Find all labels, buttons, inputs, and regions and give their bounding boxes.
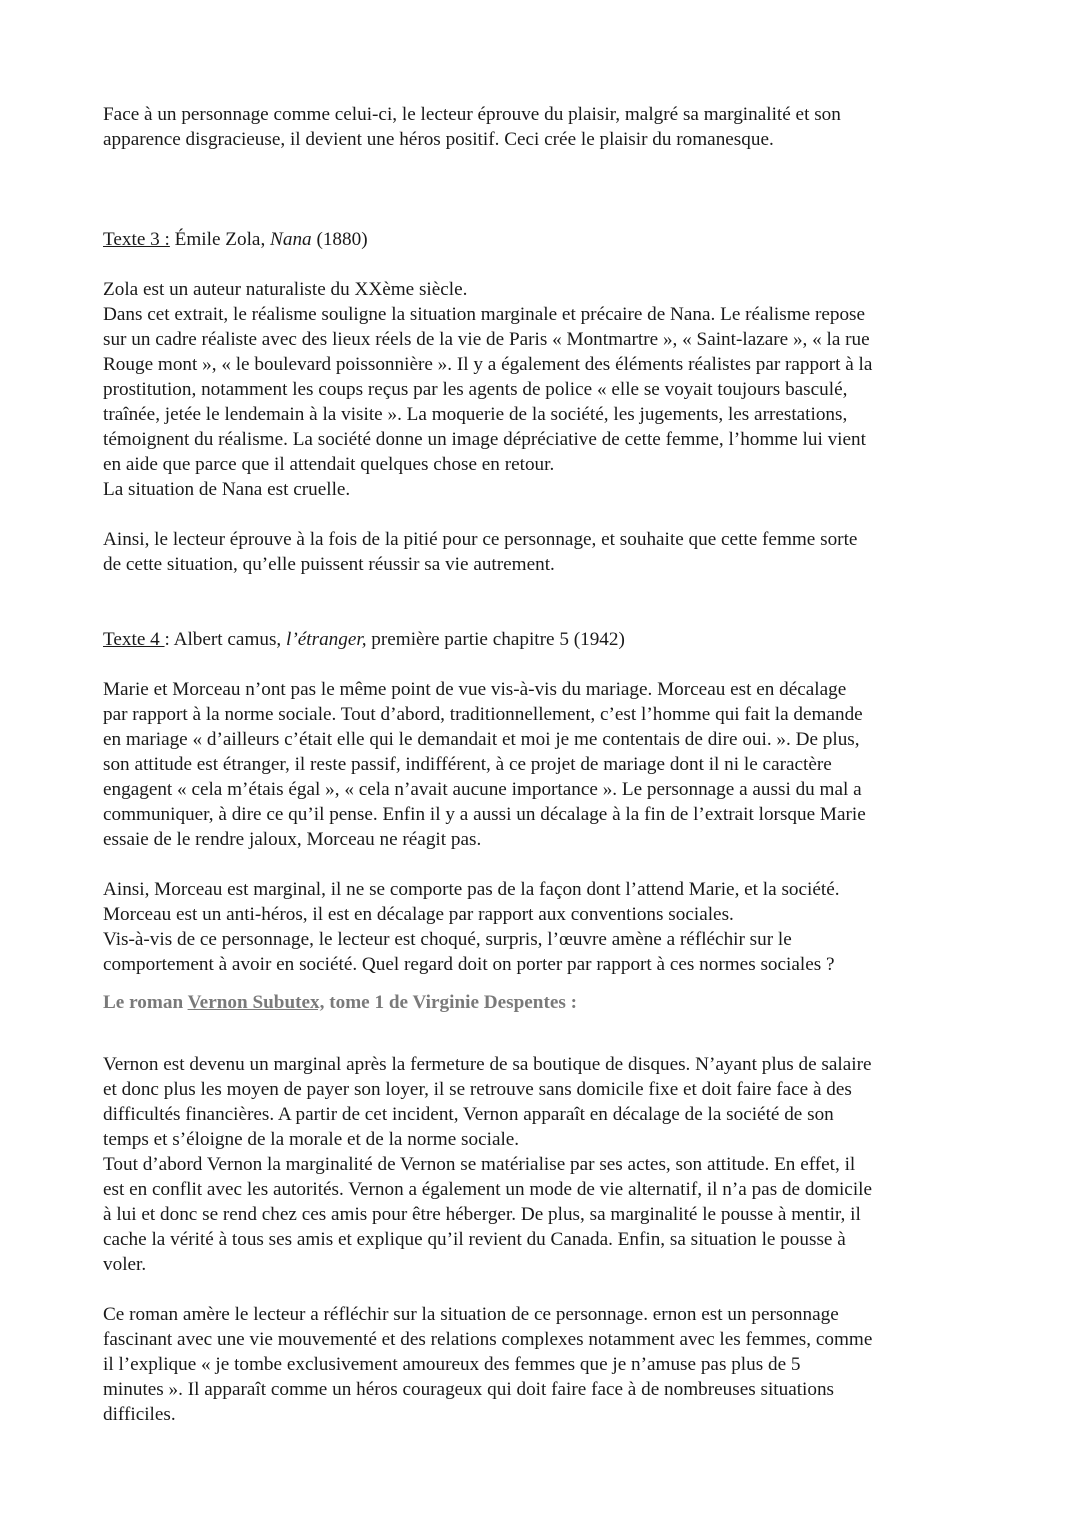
text-line: engagent « cela m’étais égal », « cela n’avait aucune importance ». Le personnage a aussi du mal a	[103, 779, 862, 800]
text-line: Vis-à-vis de ce personnage, le lecteur est choqué, surpris, l’œuvre amène a réfléchir sur le	[103, 929, 792, 950]
paragraph-vernon-conclusion	[103, 1302, 980, 1427]
text-line: fascinant avec une vie mouvementé et des relations complexes notamment avec les femmes, comme	[103, 1329, 873, 1350]
text-line: à lui et donc se rend chez ces amis pour être héberger. De plus, sa marginalité le pousse à mentir, il	[103, 1204, 861, 1225]
text-line: et donc plus les moyen de payer son loyer, il se retrouve sans domicile fixe et doit faire face à des	[103, 1079, 852, 1100]
text-line: par rapport à la norme sociale. Tout d’abord, traditionnellement, c’est l’homme qui fait la demande	[103, 704, 863, 725]
heading-author: Émile Zola,	[169, 229, 271, 250]
paragraph-camus	[103, 677, 980, 852]
paragraph-zola	[103, 277, 980, 502]
text-line: Ce roman amère le lecteur a réfléchir sur la situation de ce personnage. ernon est un personnage	[103, 1304, 839, 1325]
heading-texte-3	[103, 227, 980, 252]
text-line: La situation de Nana est cruelle.	[103, 479, 351, 500]
text-line: communiquer, à dire ce qu’il pense. Enfin il y a aussi un décalage à la fin de l’extrait lorsque Marie	[103, 804, 866, 825]
heading-work: Nana	[270, 229, 312, 250]
text-line: difficiles.	[103, 1404, 176, 1425]
heading-texte-4	[103, 627, 980, 652]
heading-label: Texte 3 :	[103, 229, 170, 250]
heading-label: Texte 4	[103, 629, 165, 650]
paragraph-intro	[103, 102, 980, 152]
text-line: minutes ». Il apparaît comme un héros courageux qui doit faire face à de nombreuses situations	[103, 1379, 835, 1400]
text-line: traînée, jetée le lendemain à la visite ». La moquerie de la société, les jugements, les arrestations,	[103, 404, 848, 425]
text-line: Marie et Morceau n’ont pas le même point de vue vis-à-vis du mariage. Morceau est en décalage	[103, 679, 847, 700]
text-line: temps et s’éloigne de la morale et de la norme sociale.	[103, 1129, 520, 1150]
heading-author: : Albert camus,	[164, 629, 287, 650]
text-line: voler.	[103, 1254, 147, 1275]
heading-date: (1880)	[311, 229, 368, 250]
subtitle-vernon-subutex	[103, 990, 980, 1015]
text-line: Tout d’abord Vernon la marginalité de Vernon se matérialise par ses actes, son attitude. En effet, il	[103, 1154, 856, 1175]
heading-work: l’étranger,	[286, 629, 367, 650]
text-line: Rouge mont », « le boulevard poissonnière ». Il y a également des éléments réalistes par rapport à la	[103, 354, 873, 375]
text-line: de cette situation, qu’elle puissent réussir sa vie autrement.	[103, 554, 555, 575]
text-line: Zola est un auteur naturaliste du XXème siècle.	[103, 279, 468, 300]
text-line: Vernon est devenu un marginal après la fermeture de sa boutique de disques. N’ayant plus de salaire	[103, 1054, 872, 1075]
text-line: son attitude est étranger, il reste passif, indifférent, à ce projet de mariage dont il ni le caractère	[103, 754, 832, 775]
text-line: Face à un personnage comme celui-ci, le lecteur éprouve du plaisir, malgré sa marginalité et son	[103, 104, 841, 125]
text-line: en mariage « d’ailleurs c’était elle qui le demandait et moi je me contentais de dire oui. ». De plus,	[103, 729, 860, 750]
text-line: prostitution, notamment les coups reçus par les agents de police « elle se voyait toujours basculé,	[103, 379, 848, 400]
text-line: sur un cadre réaliste avec des lieux réels de la vie de Paris « Montmartre », « Saint-lazare », « la rue	[103, 329, 870, 350]
paragraph-camus-conclusion	[103, 877, 980, 977]
text-line: en aide que parce que il attendait quelques chose en retour.	[103, 454, 555, 475]
text-line: comportement à avoir en société. Quel regard doit on porter par rapport à ces normes sociales ?	[103, 954, 835, 975]
heading-date: première partie chapitre 5 (1942)	[366, 629, 625, 650]
text-line: témoignent du réalisme. La société donne un image dépréciative de cette femme, l’homme lui vient	[103, 429, 866, 450]
text-line: Ainsi, le lecteur éprouve à la fois de la pitié pour ce personnage, et souhaite que cette femme sorte	[103, 529, 858, 550]
text-line: est en conflit avec les autorités. Vernon a également un mode de vie alternatif, il n’a pas de domicile	[103, 1179, 872, 1200]
subtitle-title: Vernon Subutex,	[187, 992, 325, 1013]
text-line: Dans cet extrait, le réalisme souligne la situation marginale et précaire de Nana. Le réalisme repose	[103, 304, 866, 325]
subtitle-prefix: Le roman	[103, 992, 188, 1013]
paragraph-zola-conclusion	[103, 527, 980, 577]
text-line: apparence disgracieuse, il devient une héros positif. Ceci crée le plaisir du romanesque.	[103, 129, 774, 150]
text-line: Morceau est un anti-héros, il est en décalage par rapport aux conventions sociales.	[103, 904, 734, 925]
text-line: difficultés financières. A partir de cet incident, Vernon apparaît en décalage de la société de son	[103, 1104, 834, 1125]
text-line: essaie de le rendre jaloux, Morceau ne réagit pas.	[103, 829, 482, 850]
subtitle-rest: tome 1 de Virginie Despentes :	[324, 992, 578, 1013]
text-line: Ainsi, Morceau est marginal, il ne se comporte pas de la façon dont l’attend Marie, et la société.	[103, 879, 840, 900]
text-line: il l’explique « je tombe exclusivement amoureux des femmes que je n’amuse pas plus de 5	[103, 1354, 801, 1375]
text-line: cache la vérité à tous ses amis et explique qu’il revient du Canada. Enfin, sa situation le pousse à	[103, 1229, 846, 1250]
paragraph-vernon	[103, 1052, 980, 1277]
